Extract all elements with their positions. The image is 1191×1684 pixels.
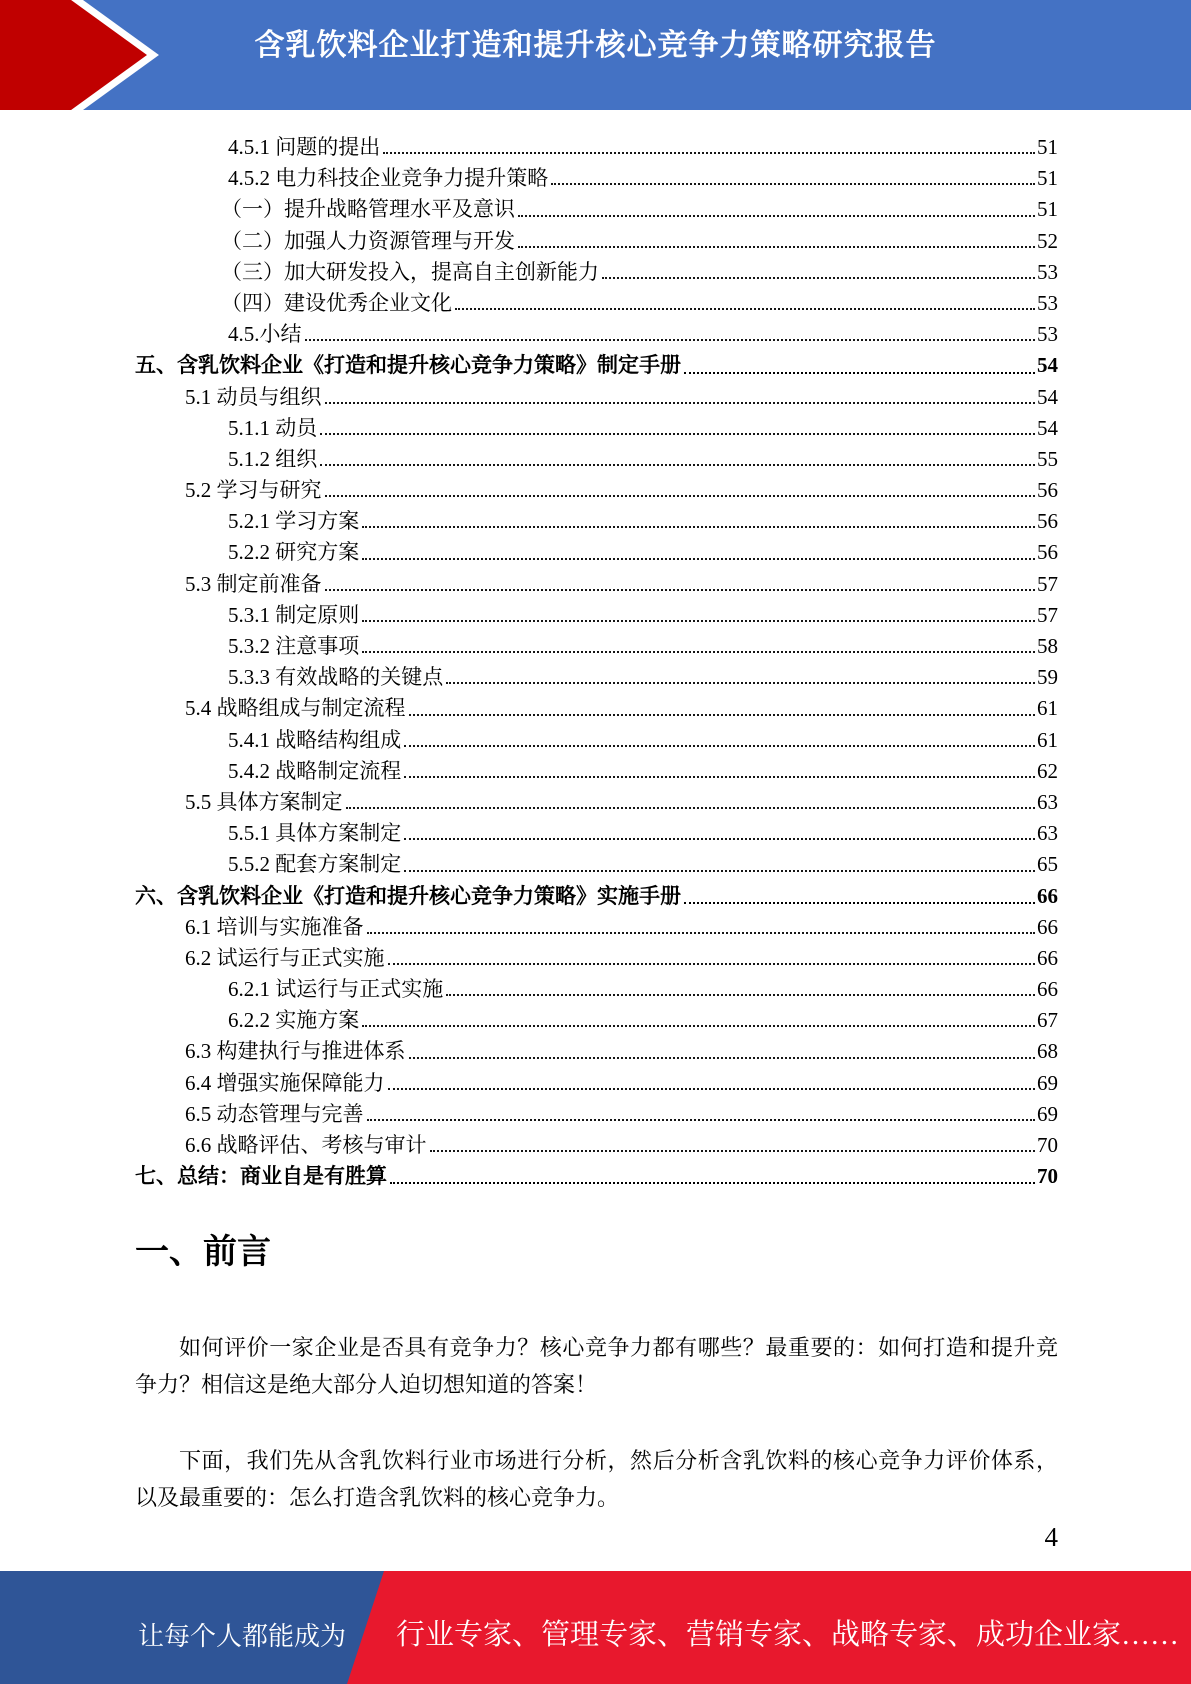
toc-entry[interactable] xyxy=(135,533,1058,564)
toc-entry-label: 6.3 构建执行与推进体系 xyxy=(185,1039,406,1064)
toc-entry-page: 59 xyxy=(1037,665,1058,690)
toc-dotted-leader xyxy=(383,152,1035,154)
toc-dotted-leader xyxy=(320,433,1035,435)
toc-entry[interactable] xyxy=(135,346,1058,377)
toc-entry[interactable] xyxy=(135,1157,1058,1188)
toc-entry-label: 6.1 培训与实施准备 xyxy=(185,914,364,939)
toc-entry-page: 51 xyxy=(1037,197,1058,222)
toc-entry-page: 52 xyxy=(1037,228,1058,253)
toc-entry[interactable] xyxy=(135,627,1058,658)
toc-entry-page: 65 xyxy=(1037,852,1058,877)
toc-entry[interactable] xyxy=(135,1095,1058,1126)
toc-entry-label: 6.4 增强实施保障能力 xyxy=(185,1070,385,1095)
toc-dotted-leader xyxy=(684,902,1035,904)
toc-dotted-leader xyxy=(551,183,1035,185)
table-of-contents xyxy=(135,128,1058,1188)
toc-entry[interactable] xyxy=(135,783,1058,814)
toc-entry-label: 5.1.1 动员 xyxy=(228,415,318,440)
footer-slogan-right: 行业专家、管理专家、营销专家、战略专家、成功企业家…… xyxy=(396,1619,1180,1651)
toc-dotted-leader xyxy=(362,651,1035,653)
toc-entry[interactable] xyxy=(135,284,1058,315)
toc-entry-label: 五、含乳饮料企业《打造和提升核心竞争力策略》制定手册 xyxy=(135,353,681,378)
toc-entry[interactable] xyxy=(135,721,1058,752)
toc-entry[interactable] xyxy=(135,190,1058,221)
toc-entry-label: 6.5 动态管理与完善 xyxy=(185,1101,364,1126)
body-paragraph: 下面，我们先从含乳饮料行业市场进行分析，然后分析含乳饮料的核心竞争力评价体系，以及最重要的：怎么打造含乳饮料的核心竞争力。 xyxy=(135,1448,1058,1510)
toc-entry[interactable] xyxy=(135,689,1058,720)
toc-entry-page: 56 xyxy=(1037,478,1058,503)
toc-dotted-leader xyxy=(388,1088,1036,1090)
toc-entry[interactable] xyxy=(135,845,1058,876)
toc-dotted-leader xyxy=(684,372,1035,374)
toc-entry[interactable] xyxy=(135,908,1058,939)
toc-dotted-leader xyxy=(446,682,1035,684)
toc-entry-page: 53 xyxy=(1037,290,1058,315)
toc-entry-page: 54 xyxy=(1037,415,1058,440)
toc-entry-page: 68 xyxy=(1037,1039,1058,1064)
toc-dotted-leader xyxy=(367,1119,1036,1121)
toc-dotted-leader xyxy=(518,246,1035,248)
toc-entry-label: 5.4 战略组成与制定流程 xyxy=(185,696,406,721)
toc-entry-page: 54 xyxy=(1037,384,1058,409)
toc-entry-page: 55 xyxy=(1037,446,1058,471)
toc-dotted-leader xyxy=(404,745,1035,747)
toc-entry-label: 5.1 动员与组织 xyxy=(185,384,322,409)
toc-entry-label: 5.1.2 组织 xyxy=(228,446,318,471)
toc-dotted-leader xyxy=(325,589,1036,591)
toc-dotted-leader xyxy=(325,402,1036,404)
toc-dotted-leader xyxy=(518,215,1035,217)
toc-entry-label: 5.5.2 配套方案制定 xyxy=(228,852,402,877)
toc-entry[interactable] xyxy=(135,939,1058,970)
toc-entry-label: （三）加大研发投入，提高自主创新能力 xyxy=(221,259,599,284)
toc-entry-page: 70 xyxy=(1037,1133,1058,1158)
toc-entry-page: 63 xyxy=(1037,789,1058,814)
toc-entry[interactable] xyxy=(135,814,1058,845)
toc-dotted-leader xyxy=(362,558,1035,560)
toc-dotted-leader xyxy=(446,994,1035,996)
toc-entry[interactable] xyxy=(135,1032,1058,1063)
toc-entry-page: 63 xyxy=(1037,821,1058,846)
toc-entry-page: 53 xyxy=(1037,322,1058,347)
footer-slogan-left: 让每个人都能成为 xyxy=(137,1622,346,1651)
toc-entry-page: 66 xyxy=(1037,977,1058,1002)
toc-entry-label: 6.2.2 实施方案 xyxy=(228,1008,360,1033)
toc-entry-label: 六、含乳饮料企业《打造和提升核心竞争力策略》实施手册 xyxy=(135,883,681,908)
toc-entry-label: 5.2.2 研究方案 xyxy=(228,540,360,565)
toc-entry-label: 4.5.2 电力科技企业竞争力提升策略 xyxy=(228,166,549,191)
toc-dotted-leader xyxy=(362,1025,1035,1027)
toc-entry-label: 4.5.小结 xyxy=(228,322,302,347)
toc-entry[interactable] xyxy=(135,1064,1058,1095)
toc-entry[interactable] xyxy=(135,471,1058,502)
toc-entry-page: 56 xyxy=(1037,540,1058,565)
toc-entry-label: 5.5.1 具体方案制定 xyxy=(228,821,402,846)
toc-entry[interactable] xyxy=(135,1001,1058,1032)
toc-entry-label: 5.5 具体方案制定 xyxy=(185,789,343,814)
toc-dotted-leader xyxy=(346,807,1036,809)
toc-entry-label: 5.4.2 战略制定流程 xyxy=(228,758,402,783)
toc-entry[interactable] xyxy=(135,222,1058,253)
toc-entry-label: 5.3 制定前准备 xyxy=(185,571,322,596)
toc-entry[interactable] xyxy=(135,315,1058,346)
toc-entry-label: 5.2.1 学习方案 xyxy=(228,509,360,534)
toc-entry-page: 57 xyxy=(1037,571,1058,596)
toc-entry-label: 6.2.1 试运行与正式实施 xyxy=(228,977,444,1002)
toc-dotted-leader xyxy=(325,495,1036,497)
toc-dotted-leader xyxy=(305,339,1036,341)
toc-entry[interactable] xyxy=(135,159,1058,190)
toc-entry-page: 69 xyxy=(1037,1101,1058,1126)
toc-dotted-leader xyxy=(362,526,1035,528)
toc-entry[interactable] xyxy=(135,378,1058,409)
toc-entry[interactable] xyxy=(135,596,1058,627)
toc-entry[interactable] xyxy=(135,440,1058,471)
page-header-banner xyxy=(0,0,1191,110)
toc-entry-label: 七、总结：商业自是有胜算 xyxy=(135,1164,387,1189)
toc-entry-label: （一）提升战略管理水平及意识 xyxy=(221,197,515,222)
toc-entry-label: （四）建设优秀企业文化 xyxy=(221,290,452,315)
toc-entry-label: 6.6 战略评估、考核与审计 xyxy=(185,1133,427,1158)
toc-entry[interactable] xyxy=(135,658,1058,689)
toc-entry[interactable] xyxy=(135,565,1058,596)
body-paragraph: 如何评价一家企业是否具有竞争力？核心竞争力都有哪些？最重要的：如何打造和提升竞争力？相信这是绝大部分人迫切想知道的答案！ xyxy=(135,1335,1058,1397)
toc-entry-page: 58 xyxy=(1037,634,1058,659)
toc-dotted-leader xyxy=(367,932,1036,934)
toc-dotted-leader xyxy=(388,963,1036,965)
toc-entry-page: 57 xyxy=(1037,602,1058,627)
toc-dotted-leader xyxy=(602,277,1035,279)
toc-entry-label: 4.5.1 问题的提出 xyxy=(228,135,381,160)
toc-entry-page: 66 xyxy=(1037,945,1058,970)
toc-dotted-leader xyxy=(409,714,1036,716)
toc-entry-label: 5.4.1 战略结构组成 xyxy=(228,727,402,752)
toc-entry-page: 51 xyxy=(1037,135,1058,160)
toc-entry[interactable] xyxy=(135,970,1058,1001)
toc-entry[interactable] xyxy=(135,502,1058,533)
report-title: 含乳饮料企业打造和提升核心竞争力策略研究报告 xyxy=(254,29,937,62)
toc-entry-page: 61 xyxy=(1037,727,1058,752)
toc-entry-page: 62 xyxy=(1037,758,1058,783)
toc-dotted-leader xyxy=(404,870,1035,872)
toc-entry-label: 6.2 试运行与正式实施 xyxy=(185,945,385,970)
toc-entry-page: 53 xyxy=(1037,259,1058,284)
toc-entry-label: 5.3.1 制定原则 xyxy=(228,602,360,627)
toc-entry-page: 56 xyxy=(1037,509,1058,534)
toc-dotted-leader xyxy=(362,620,1035,622)
toc-entry-label: 5.3.2 注意事项 xyxy=(228,634,360,659)
toc-entry[interactable] xyxy=(135,253,1058,284)
toc-dotted-leader xyxy=(404,776,1035,778)
toc-dotted-leader xyxy=(404,838,1035,840)
toc-entry-label: （二）加强人力资源管理与开发 xyxy=(221,228,515,253)
page-number: 4 xyxy=(1044,1522,1058,1552)
toc-entry-label: 5.3.3 有效战略的关键点 xyxy=(228,665,444,690)
toc-dotted-leader xyxy=(430,1150,1036,1152)
toc-entry[interactable] xyxy=(135,752,1058,783)
toc-entry-page: 61 xyxy=(1037,696,1058,721)
toc-entry-page: 69 xyxy=(1037,1070,1058,1095)
toc-entry-page: 67 xyxy=(1037,1008,1058,1033)
toc-dotted-leader xyxy=(320,464,1035,466)
toc-entry-page: 51 xyxy=(1037,166,1058,191)
toc-entry-page: 66 xyxy=(1037,883,1058,908)
section-heading: 一、前言 xyxy=(135,1233,271,1271)
toc-dotted-leader xyxy=(409,1057,1036,1059)
page-footer-banner xyxy=(0,1571,1191,1684)
toc-entry[interactable] xyxy=(135,128,1058,159)
toc-entry-label: 5.2 学习与研究 xyxy=(185,478,322,503)
toc-dotted-leader xyxy=(390,1182,1035,1184)
toc-entry-page: 66 xyxy=(1037,914,1058,939)
toc-entry[interactable] xyxy=(135,1126,1058,1157)
toc-dotted-leader xyxy=(455,308,1035,310)
toc-entry-page: 54 xyxy=(1037,353,1058,378)
toc-entry-page: 70 xyxy=(1037,1164,1058,1189)
toc-entry[interactable] xyxy=(135,877,1058,908)
toc-entry[interactable] xyxy=(135,409,1058,440)
